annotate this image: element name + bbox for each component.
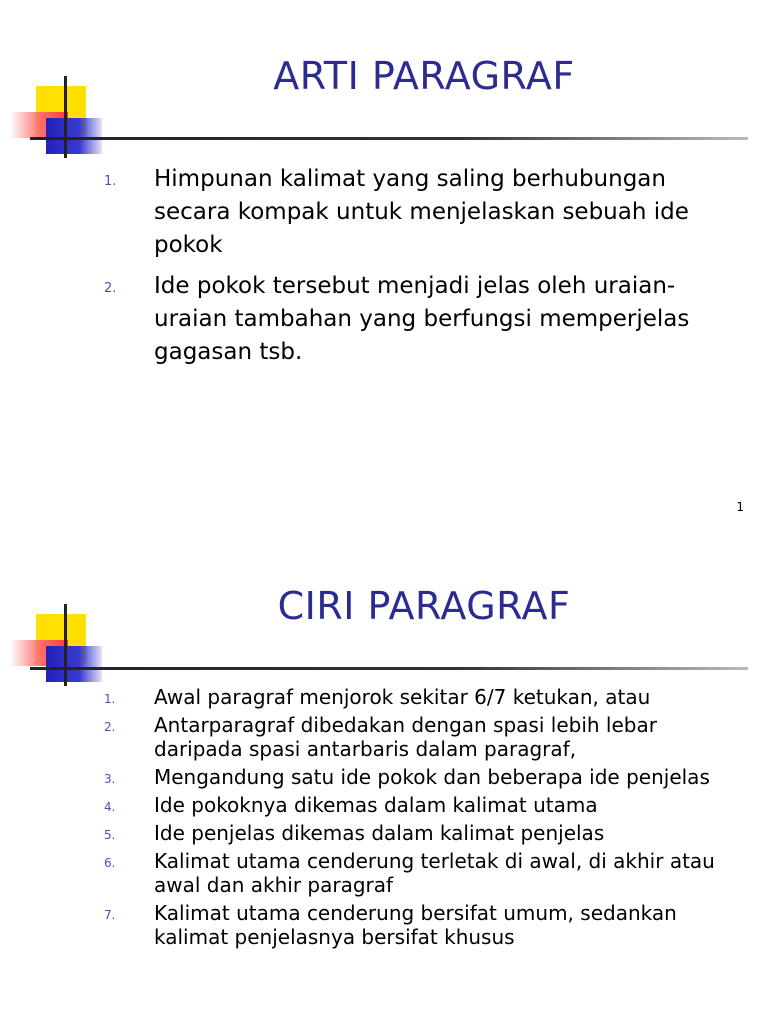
list-text: Awal paragraf menjorok sekitar 6/7 ketukan, atau: [154, 685, 651, 709]
title-divider: [30, 137, 748, 140]
list-number: 1.: [104, 692, 116, 706]
list-text: Antarparagraf dibedakan dengan spasi lebih lebar daripada spasi antarbaris dalam paragraf,: [154, 713, 657, 761]
list-item: [104, 849, 744, 897]
list-number: 2.: [104, 281, 117, 296]
list-item: [104, 765, 744, 789]
blue-square: [46, 646, 102, 682]
list-item: [104, 793, 744, 817]
list-text: Ide penjelas dikemas dalam kalimat penjelas: [154, 821, 605, 845]
slide-ciri-paragraf: [0, 512, 768, 1024]
definition-list: [104, 163, 744, 377]
vertical-rule: [64, 604, 67, 686]
title-divider: [30, 667, 748, 670]
characteristics-list: [104, 685, 744, 953]
list-text: Kalimat utama cenderung bersifat umum, sedankan kalimat penjelasnya bersifat khusus: [154, 901, 677, 949]
list-number: 4.: [104, 800, 116, 814]
list-number: 6.: [104, 856, 116, 870]
list-number: 5.: [104, 828, 116, 842]
list-number: 7.: [104, 908, 116, 922]
list-number: 1.: [104, 174, 117, 189]
list-number: 2.: [104, 720, 116, 734]
list-item: [104, 821, 744, 845]
list-item: [104, 713, 744, 761]
list-text: Himpunan kalimat yang saling berhubungan secara kompak untuk menjelaskan sebuah ide pokok: [154, 166, 689, 258]
page-number: 1: [736, 500, 744, 512]
decorative-squares-logo: [0, 528, 110, 688]
list-item: [104, 901, 744, 949]
list-text: Ide pokok tersebut menjadi jelas oleh uraian-uraian tambahan yang berfungsi memperjelas gagasan tsb.: [154, 273, 690, 365]
blue-square: [46, 118, 102, 154]
decorative-squares-logo: [0, 0, 110, 160]
list-text: Ide pokoknya dikemas dalam kalimat utama: [154, 793, 598, 817]
list-item: [104, 270, 744, 369]
list-text: Mengandung satu ide pokok dan beberapa ide penjelas: [154, 765, 710, 789]
list-item: [104, 685, 744, 709]
slide-title: ARTI PARAGRAF: [273, 54, 575, 98]
slide-title: CIRI PARAGRAF: [277, 584, 571, 628]
list-number: 3.: [104, 772, 116, 786]
list-item: [104, 163, 744, 262]
vertical-rule: [64, 76, 67, 158]
list-text: Kalimat utama cenderung terletak di awal, di akhir atau awal dan akhir paragraf: [154, 849, 715, 897]
